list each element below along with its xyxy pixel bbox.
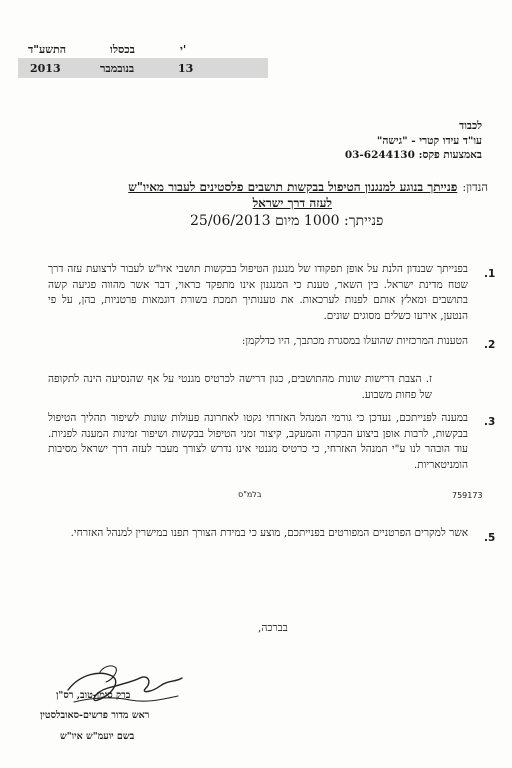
date-month: בנובמבר <box>100 62 135 75</box>
signatory-on-behalf: בשם יועמ"ש איו"ש <box>60 731 135 742</box>
date-year: 2013 <box>30 62 61 75</box>
document-number: 759173 <box>452 491 483 500</box>
date-day: 13 <box>178 62 194 75</box>
hebrew-day: י' <box>180 43 187 56</box>
reference-line: פנייתך: 1000 מיום 25/06/2013 <box>190 213 384 229</box>
paragraph-number: .5 <box>484 532 496 544</box>
subject-line <box>18 176 488 195</box>
hebrew-month: בכסלו <box>110 43 135 56</box>
subject-text: פנייתך בנוגע למנגנון הטיפול בבקשות תושבים פלסטינים לעבור מאיו"ש <box>128 180 458 194</box>
signatory-name: ברק סימן-טוב, רס"ן <box>56 690 131 701</box>
classification-mark: בלמ"ס <box>238 490 262 499</box>
paragraph-2: הטענות המרכזיות שהועלו במסגרת מכתבך, היו כדלקמן: <box>241 335 468 347</box>
paragraph-number: .2 <box>484 339 496 351</box>
recipient-fax: באמצעות פקס: 03-6244130 <box>344 149 482 161</box>
subject-text-line2: לעזה דרך ישראל <box>252 196 332 210</box>
paragraph-number: .3 <box>484 416 496 428</box>
hebrew-year: התשע"ד <box>28 43 67 56</box>
subject-label: הנדון: <box>462 180 488 194</box>
paragraph-3: במענה לפנייתכם, נעדכן כי גורמי המנהל האזרחי נקטו לאחרונה פעולות שונות לשיפור תהליך הטיפול בבקשות, לרבות אופן ביצוע הבקרה והמעקב, קיצור זמני הטיפול בבקשות ושיפור זמינות המענה לפניות. עוד הובהר לנו ע"י המנהל האזרחי, כי כרטיס מגנטי אינו נדרש לצורך מעבר לעזה דרך ישראל מסיבות הומניטאריות. <box>48 412 468 471</box>
paragraph-5: אשר למקרים הפרטניים המפורטים בפנייתכם, מוצע כי במידת הצורך תפנו במישרין למנהל האזרחי. <box>70 527 468 539</box>
paragraph-1: בפנייתך שבנדון הלנת על אופן תפקודו של מנגנון הטיפול בבקשות תושבי איו"ש לעבור לרצועת עזה דרך שטח מדינת ישראל. בין השאר, טענת כי המנגנון אינו מתפקד כראוי, דבר אשר מהווה פגיעה קשה בתושבים ומאלץ אותם לפנות לערכאות. את טענותיך תמכת בשורת דוגמאות פרטניות, בהן, על פי הנטען, אירעו כשלים מסוגים שונים. <box>48 263 468 322</box>
recipient-name: עו"ד עידו קטרי - "גישה" <box>376 135 482 147</box>
sub-item: ז. הצבת דרישות שונות מהתושבים, כגון דרישה לכרטיס מגנטי על אף שהנסיעה הינה לתקופה של פחות משבוע. <box>48 373 432 401</box>
signatory-title: ראש מדור פרשים-סאובלסטין <box>40 710 150 721</box>
paragraph-number: .1 <box>484 268 496 280</box>
to-label: לכבוד <box>459 120 482 132</box>
closing: בברכה, <box>258 622 288 634</box>
